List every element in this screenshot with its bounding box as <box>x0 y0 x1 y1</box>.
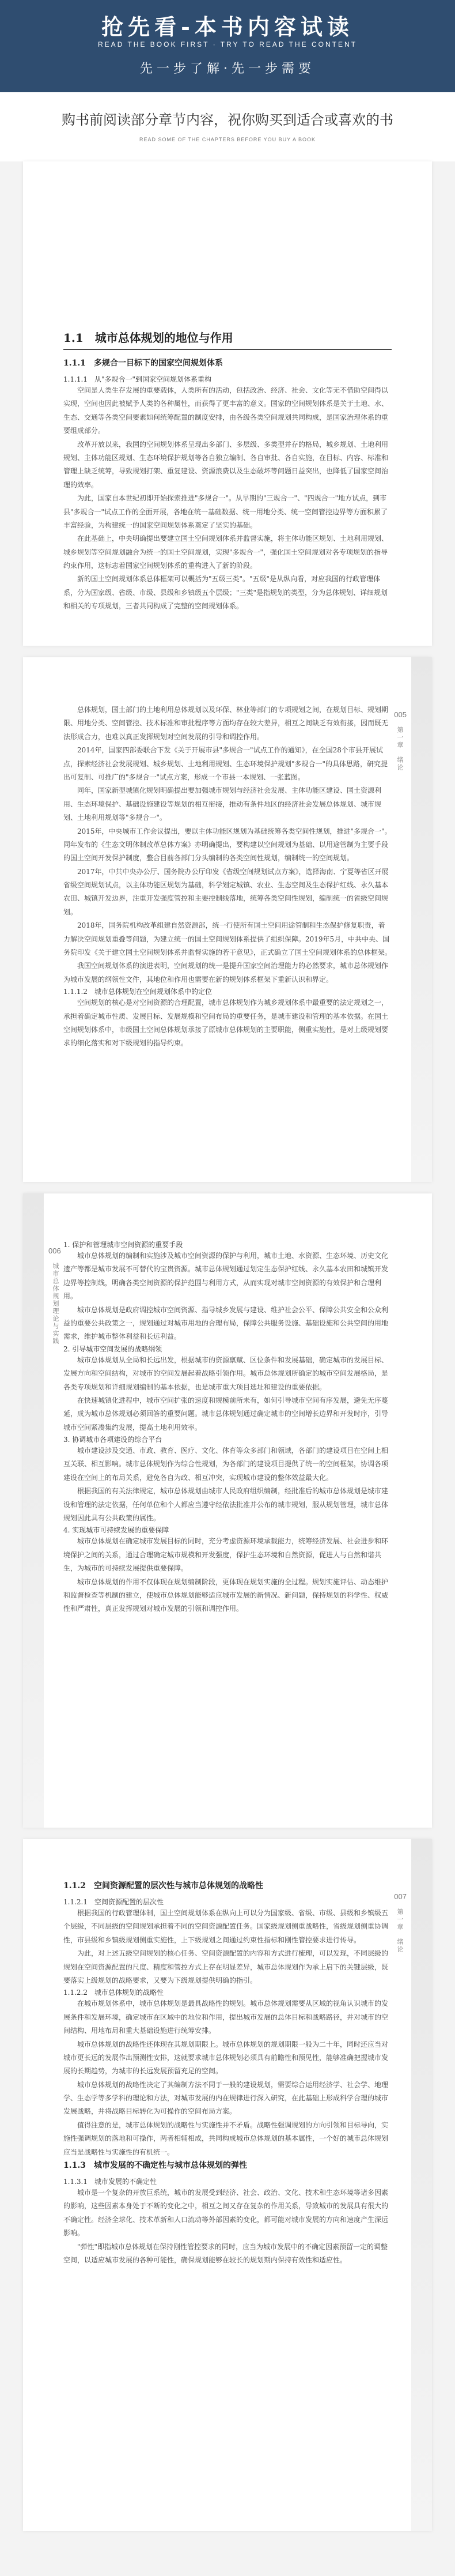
paragraph: 2018年，国务院机构改革组建自然资源部，统一行使所有国土空间用途管制和生态保护修复职责，着力解决空间规划重叠等问题，为建立统一的国土空间规划体系提供了组织保障。2019年5月，中共中央、国务院印发《关于建立国土空间规划体系并监督实施的若干意见》，正式确立了国土空间规划体系的总体框架。 <box>63 921 392 957</box>
paragraph: 2014年，国家四部委联合下发《关于开展市县"多规合一"试点工作的通知》，在全国28个市县开展试点，探索经济社会发展规划、城乡规划、土地利用规划、生态环境保护规划"多规合一"的具体思路，研究提出可复制、可推广的"多规合一"试点方案，形成一个市县一本规划、一张蓝图。 <box>63 746 388 781</box>
chapter-title: 1.1 城市总体规划的地位与作用 <box>63 331 233 345</box>
page-number: 006 <box>48 1246 61 1255</box>
page-number: 007 <box>394 1892 407 1901</box>
paragraph: 城市总体规划的编制和实施涉及城市空间资源的保护与利用，城市土地、水资源、生态环境、历史文化遗产等都是城市发展不可替代的宝贵资源。城市总体规划通过划定生态保护红线、永久基本农田和城镇开发边界等控制线，明确各类空间资源的保护范围与利用方式，从而实现对城市空间资源的有效保护和合理利用。 <box>63 1252 389 1301</box>
hero-slogan: 先一步了解·先一步需要 <box>140 62 315 76</box>
paragraph: 城市总体规划的战略性还体现在其规划期限上。城市总体规划的规划期限一般为二十年，同时还应当对城市更长远的发展作出预测性安排，这就要求城市总体规划必须具有前瞻性和预见性，能够准确把握城市发展的长期趋势，为城市的长远发展预留充足的空间。 <box>63 2040 389 2076</box>
page-content <box>63 1240 392 1616</box>
running-header: 第一章 绪论 <box>396 1908 404 1953</box>
page-content <box>63 1880 392 2267</box>
running-header: 城市总体规划理论与实践 <box>52 1263 59 1345</box>
book-page-007 <box>23 1839 432 2531</box>
paragraph: 空间是人类生存发展的重要载体，人类所有的活动，包括政治、经济、社会、文化等无不借助空间得以实现，空间也因此被赋予人类的各种属性，而获得了更丰富的意义。国家的空间规划体系是关于土地、水、生态、交通等各类空间要素如何统筹配置的制度安排，由各级各类空间规划共同构成，是国家治理体系的重要组成部分。 <box>63 386 389 435</box>
paragraph: 值得注意的是，城市总体规划的战略性与实施性并不矛盾。战略性强调规划的方向引领和目标导向，实施性强调规划的落地和可操作，两者相辅相成，共同构成城市总体规划的基本属性，一个好的城市总体规划应当是战略性与实施性的有机统一。 <box>63 2121 389 2156</box>
paragraph: 城市建设涉及交通、市政、教育、医疗、文化、体育等众多部门和领域，各部门的建设项目在空间上相互关联、相互影响。城市总体规划作为综合性规划，为各部门的建设项目提供了统一的空间框架，协调各项建设在空间上的布局关系，避免各自为政、相互冲突，实现城市建设的整体效益最大化。 <box>63 1447 389 1482</box>
paragraph: 在快速城镇化进程中，城市空间扩张的速度和规模前所未有，如何引导城市空间有序发展，避免无序蔓延，成为城市总体规划必须回答的重要问题。城市总体规划通过确定城市的空间增长边界和开发时序，引导城市空间紧凑集约发展，提高土地利用效率。 <box>63 1396 389 1432</box>
paragraph: 新的国土空间规划体系总体框架可以概括为"五级三类"。"五级"是从纵向看，对应我国的行政管理体系，分为国家级、省级、市级、县级和乡镇级五个层级；"三类"是指规划的类型，分为总体规划、详细规划和相关的专项规划，三者共同构成了完整的空间规划体系。 <box>63 575 388 611</box>
section-heading: 1.1.1 多规合一目标下的国家空间规划体系 <box>63 359 223 368</box>
paragraph: 我国空间规划体系的演进表明，空间规划的统一是提升国家空间治理能力的必然要求，城市总体规划作为城市发展的纲领性文件，其地位和作用也需要在新的规划体系框架下重新认识和界定。 <box>63 962 389 984</box>
page-content <box>63 329 392 613</box>
subsection-heading: 1. 保护和管理城市空间资源的重要手段 <box>63 1241 183 1249</box>
subsection-heading: 2. 引导城市空间发展的战略纲领 <box>63 1345 162 1353</box>
paragraph: 城市总体规划的战略性决定了其编制方法不同于一般的建设规划，需要综合运用经济学、社会学、地理学、生态学等多学科的理论和方法，对城市发展的内在规律进行深入研究，在此基础上形成科学合理的城市发展战略，并将战略目标转化为可操作的空间布局方案。 <box>63 2080 389 2116</box>
page-content <box>63 703 392 1050</box>
paragraph: 城市总体规划从全局和长远出发，根据城市的资源禀赋、区位条件和发展基础，确定城市的发展目标、发展方向和空间结构，对城市的空间发展起着战略引领作用。城市总体规划所确定的城市空间发展格局，是各类专项规划和详细规划编制的基本依据，也是城市重大项目选址和建设的重要依据。 <box>63 1355 389 1391</box>
paragraph: 改革开放以来，我国的空间规划体系呈现出多部门、多层级、多类型并存的格局，城乡规划、土地利用规划、主体功能区规划、生态环境保护规划等各自独立编制、各自审批、各自实施，在目标、内容、标准和管理上缺乏统筹，导致规划打架、重复建设、资源浪费以及生态破坏等问题日益突出，也降低了国家空间治理的效率。 <box>63 440 389 489</box>
paragraph: "弹性"即指城市总体规划在保持刚性管控要求的同时，应当为城市发展中的不确定因素预留一定的调整空间，以适应城市发展的各种可能性，确保规划能够在较长的规划期内保持有效性和适应性。 <box>63 2242 388 2264</box>
paragraph: 2017年，中共中央办公厅、国务院办公厅印发《省级空间规划试点方案》，选择海南、宁夏等省区开展省级空间规划试点，以主体功能区规划为基础，科学划定城镇、农业、生态空间及生态保护红线、永久基本农田、城镇开发边界，注重开发强度管控和主要控制线落地，统筹各类空间性规划，编制统一的省级空间规划。 <box>63 867 389 916</box>
intro-section <box>0 92 455 161</box>
spacer <box>63 2171 392 2176</box>
spacer <box>63 368 392 374</box>
subsection-heading: 1.1.2.2 城市总体规划的战略性 <box>63 1989 164 1997</box>
paragraph: 空间规划的核心是对空间资源的合理配置，城市总体规划作为城乡规划体系中最重要的法定规划之一，承担着确定城市性质、发展目标、发展规模和空间布局的重要任务，是城市建设和管理的基本依据。在国土空间规划体系中，市级国土空间总体规划承接了原城市总体规划的主要职能，侧重实施性，是对上级规划要求的细化落实和对下级规划的指导约束。 <box>63 999 389 1048</box>
hero-banner <box>0 0 455 92</box>
section-heading: 1.1.3 城市发展的不确定性与城市总体规划的弹性 <box>63 2161 247 2171</box>
paragraph: 为此，国家自本世纪初即开始探索推进"多规合一"。从早期的"三规合一"、"四规合一"地方试点，到市县"多规合一"试点工作的全面开展，各地在统一基础数据、统一用地分类、统一空间管控边界等方面积累了丰富经验，为构建统一的国家空间规划体系奠定了坚实的基础。 <box>63 494 388 529</box>
intro-heading: 购书前阅读部分章节内容，祝你购买到适合或喜欢的书 <box>62 112 393 128</box>
spacer <box>63 1891 392 1897</box>
page-margin-band <box>411 1839 432 2531</box>
paragraph: 总体规划，国土部门的土地利用总体规划以及环保、林业等部门的专项规划之间，在规划目标、规划期限、用地分类、空间管控、技术标准和审批程序等方面均存在较大差异，相互之间缺乏有效衔接，因而既无法形成合力，也难以真正发挥规划对空间发展的引导和调控作用。 <box>63 706 389 741</box>
paragraph: 城市总体规划是政府调控城市空间资源、指导城乡发展与建设、维护社会公平、保障公共安全和公众利益的重要公共政策之一，规划通过对城市用地的合理布局，保障公共服务设施、基础设施和公共空间的用地需求，维护城市整体利益和长远利益。 <box>63 1305 389 1341</box>
subsection-heading: 1.1.2.1 空间资源配置的层次性 <box>63 1898 164 1906</box>
paragraph: 同年，国家新型城镇化规划明确提出要加强城市规划与经济社会发展、主体功能区建设、国土资源利用、生态环境保护、基础设施建设等规划的相互衔接，推动有条件地区的经济社会发展总体规划、城市规划、土地利用规划等"多规合一"。 <box>63 786 382 822</box>
paragraph: 在城市规划体系中，城市总体规划是最具战略性的规划。城市总体规划需要从区域的视角认识城市的发展条件和发展环境，确定城市在区域中的地位和作用，提出城市发展的总体目标和战略路径，并对城市的空间结构、用地布局和重大基础设施进行统筹安排。 <box>63 1999 389 2035</box>
intro-english: READ SOME OF THE CHAPTERS BEFORE YOU BUY A BOOK <box>139 137 316 142</box>
paragraph: 根据我国的有关法律规定，城市总体规划由城市人民政府组织编制，经批准后的城市总体规划是城市建设和管理的法定依据，任何单位和个人都应当遵守经依法批准并公布的城市规划，服从规划管理，城市总体规划因此具有公共政策的属性。 <box>63 1487 389 1523</box>
hero-title: 抢先看-本书内容试读 <box>101 14 354 40</box>
paragraph: 城市总体规划在确定城市发展目标的同时，充分考虑资源环境承载能力，统筹经济发展、社会进步和环境保护之间的关系，通过合理确定城市规模和开发强度，保护生态环境和自然资源，促进人与自然和谐共生，为城市的可持续发展提供重要保障。 <box>63 1537 389 1573</box>
page-number: 005 <box>394 710 407 719</box>
page-margin-band <box>23 1193 44 1828</box>
book-page-006 <box>23 1193 432 1828</box>
hero-subtitle: READ THE BOOK FIRST · TRY TO READ THE CONTENT <box>98 40 357 48</box>
paragraph: 城市总体规划的作用不仅体现在规划编制阶段，更体现在规划实施的全过程。规划实施评估、动态维护和监督检查等机制的建立，使城市总体规划能够适应城市发展的新情况、新问题，保持规划的科学性、权威性和严肃性，真正发挥规划对城市发展的引领和调控作用。 <box>63 1577 389 1613</box>
book-page-1 <box>23 161 432 646</box>
section-heading: 1.1.2 空间资源配置的层次性与城市总体规划的战略性 <box>63 1881 263 1890</box>
chapter-rule <box>63 349 392 350</box>
subsection-heading: 1.1.1.2 城市总体规划在空间规划体系中的定位 <box>63 988 212 996</box>
subsection-heading: 1.1.3.1 城市发展的不确定性 <box>63 2178 157 2186</box>
paragraph: 根据我国的行政管理体制，国土空间规划体系在纵向上可以分为国家级、省级、市级、县级和乡镇级五个层级，不同层级的空间规划承担着不同的空间资源配置任务。国家级规划侧重战略性，省级规划侧重协调性，市县级和乡镇级规划侧重实施性，上下级规划之间通过约束性指标和刚性管控要求进行传导。 <box>63 1909 389 1944</box>
running-header: 第一章 绪论 <box>396 726 404 771</box>
paragraph: 城市是一个复杂的开放巨系统，城市的发展受到经济、社会、政治、文化、技术和生态环境等诸多因素的影响，这些因素本身处于不断的变化之中，相互之间又存在复杂的作用关系，导致城市的发展具有很大的不确定性。经济全球化、技术革新和人口流动等外部因素的变化，都可能对城市发展的方向和速度产生深远影响。 <box>63 2189 389 2238</box>
paragraph: 为此，对上述五级空间规划的核心任务、空间资源配置的内容和方式进行梳理，可以发现，不同层级的规划在空间资源配置的尺度、精度和管控方式上存在明显差异，城市总体规划作为承上启下的关键层级，既要落实上级规划的战略要求，又要为下级规划提供明确的指引。 <box>63 1949 389 1984</box>
paragraph: 在此基础上，中央明确提出要建立国土空间规划体系并监督实施，将主体功能区规划、土地利用规划、城乡规划等空间规划融合为统一的国土空间规划，实现"多规合一"，强化国土空间规划对各专项规划的指导约束作用，这标志着国家空间规划体系的重构进入了新的阶段。 <box>63 534 389 570</box>
subsection-heading: 4. 实现城市可持续发展的重要保障 <box>63 1526 169 1535</box>
subsection-heading: 1.1.1.1 从"多规合一"到国家空间规划体系重构 <box>63 375 212 383</box>
subsection-heading: 3. 协调城市各项建设的综合平台 <box>63 1436 162 1444</box>
paragraph: 2015年，中央城市工作会议提出，要以主体功能区规划为基础统筹各类空间性规划，推进"多规合一"。同年发布的《生态文明体制改革总体方案》亦明确提出，要构建以空间规划为基础、以用途管制为主要手段的国土空间开发保护制度，整合目前各部门分头编制的各类空间性规划，编制统一的空间规划。 <box>63 827 392 863</box>
book-page-005 <box>23 657 432 1182</box>
page-margin-band <box>411 657 432 1182</box>
